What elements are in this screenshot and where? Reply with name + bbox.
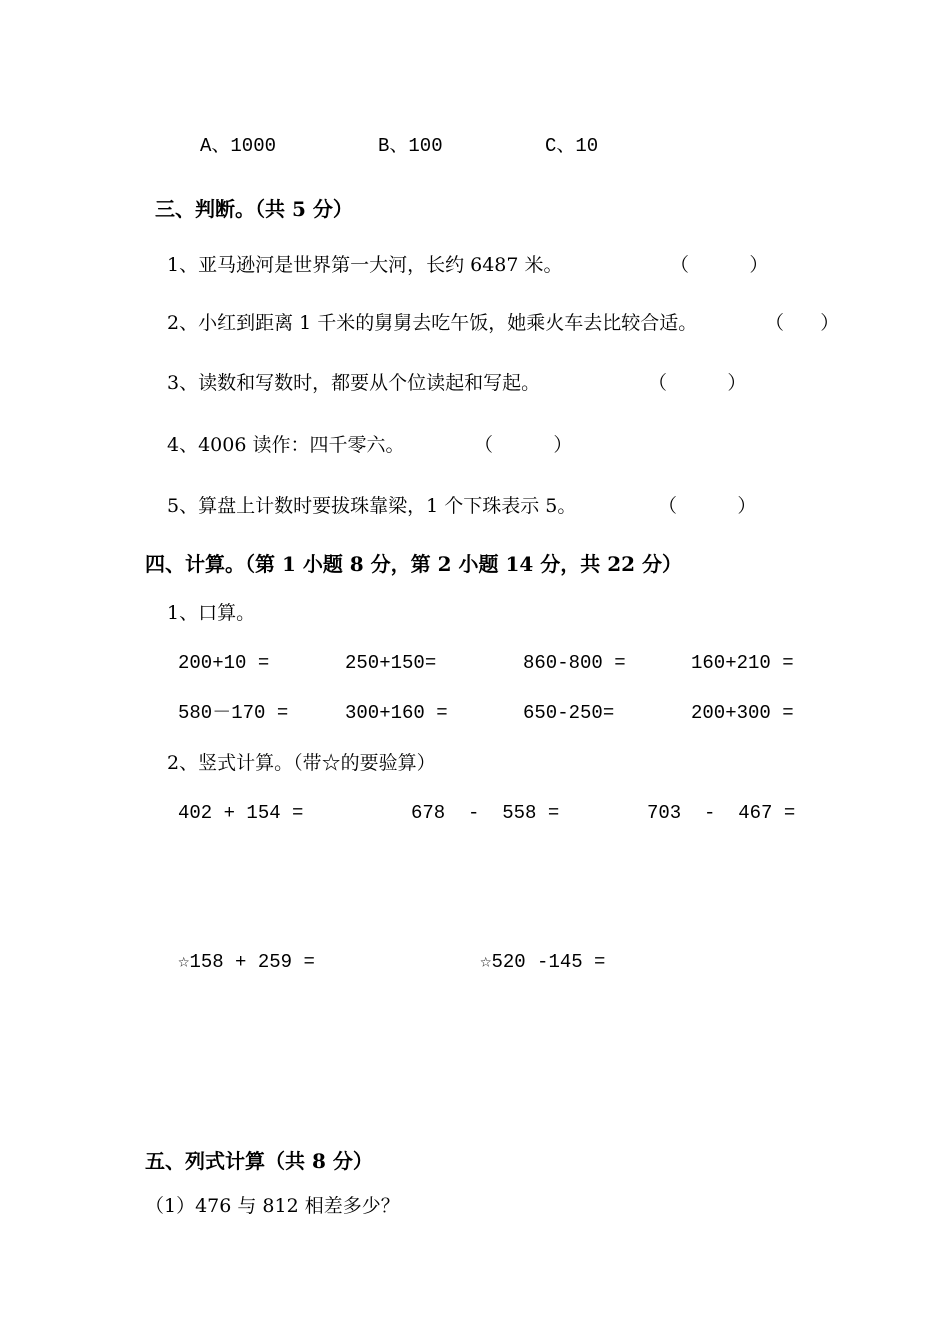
oral-calc-7: 650-250= bbox=[523, 702, 615, 724]
choice-option-c: C、10 bbox=[545, 135, 599, 157]
judge-item-5-blank[interactable]: （ ） bbox=[658, 495, 757, 517]
oral-calc-3: 860-800 = bbox=[523, 652, 626, 674]
judge-item-1-text: 1、亚马逊河是世界第一大河，长约 6487 米。 bbox=[167, 254, 563, 276]
choice-option-a: A、1000 bbox=[200, 135, 277, 157]
oral-calc-1: 200+10 = bbox=[178, 652, 270, 674]
section3-heading: 三、判断。（共 5 分） bbox=[155, 197, 353, 221]
judge-item-4-blank[interactable]: （ ） bbox=[474, 434, 573, 456]
judge-item-1-blank[interactable]: （ ） bbox=[670, 254, 769, 276]
oral-calc-4: 160+210 = bbox=[691, 652, 794, 674]
vertical-calc-5: ☆520 -145 = bbox=[480, 951, 606, 973]
judge-item-5-text: 5、算盘上计数时要拔珠靠梁，1 个下珠表示 5。 bbox=[167, 495, 577, 517]
section4-heading: 四、计算。（第 1 小题 8 分，第 2 小题 14 分，共 22 分） bbox=[145, 552, 683, 576]
judge-item-4-text: 4、4006 读作：四千零六。 bbox=[167, 434, 405, 456]
vertical-calc-2: 678 - 558 = bbox=[411, 802, 560, 824]
judge-item-3-blank[interactable]: （ ） bbox=[648, 372, 747, 394]
oral-calc-label: 1、口算。 bbox=[167, 602, 256, 624]
oral-calc-8: 200+300 = bbox=[691, 702, 794, 724]
vertical-calc-label: 2、竖式计算。（带☆的要验算） bbox=[167, 752, 436, 774]
oral-calc-5: 580－170 = bbox=[178, 702, 289, 724]
oral-calc-6: 300+160 = bbox=[345, 702, 448, 724]
judge-item-2-blank[interactable]: （ ） bbox=[765, 312, 840, 334]
oral-calc-2: 250+150= bbox=[345, 652, 437, 674]
judge-item-2-text: 2、小红到距离 1 千米的舅舅去吃午饭，她乘火车去比较合适。 bbox=[167, 312, 698, 334]
choice-option-b: B、100 bbox=[378, 135, 443, 157]
vertical-calc-3: 703 - 467 = bbox=[647, 802, 796, 824]
section5-heading: 五、列式计算（共 8 分） bbox=[145, 1149, 373, 1173]
word-problem-1: （1）476 与 812 相差多少？ bbox=[145, 1195, 400, 1217]
vertical-calc-4: ☆158 + 259 = bbox=[178, 951, 315, 973]
vertical-calc-1: 402 + 154 = bbox=[178, 802, 304, 824]
judge-item-3-text: 3、读数和写数时，都要从个位读起和写起。 bbox=[167, 372, 541, 394]
